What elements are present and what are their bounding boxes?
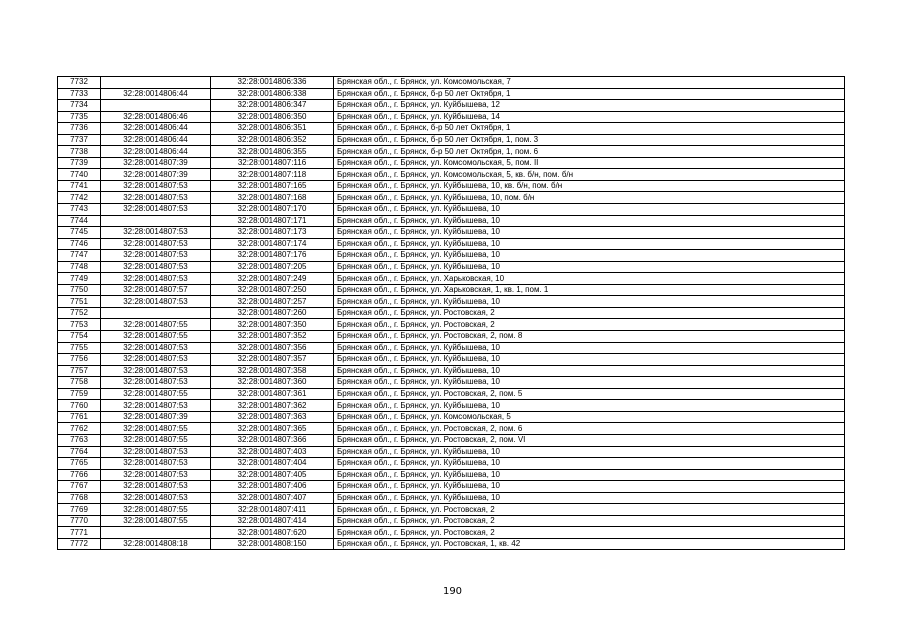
parent-cadastral-number-cell: 32:28:0014807:53 [101, 204, 211, 216]
table-row [58, 204, 845, 216]
cadastral-number-cell: 32:28:0014807:620 [211, 527, 334, 539]
parent-cadastral-number-cell: 32:28:0014807:53 [101, 192, 211, 204]
row-number-cell: 7760 [58, 400, 101, 412]
parent-cadastral-number-cell: 32:28:0014807:53 [101, 446, 211, 458]
row-number-cell: 7759 [58, 388, 101, 400]
table-row [58, 400, 845, 412]
cadastral-number-cell: 32:28:0014807:260 [211, 307, 334, 319]
parent-cadastral-number-cell: 32:28:0014807:53 [101, 273, 211, 285]
table-row [58, 342, 845, 354]
cadastral-number-cell: 32:28:0014807:358 [211, 365, 334, 377]
row-number-cell: 7732 [58, 77, 101, 89]
table-row [58, 307, 845, 319]
row-number-cell: 7753 [58, 319, 101, 331]
table-row [58, 296, 845, 308]
parent-cadastral-number-cell: 32:28:0014808:18 [101, 538, 211, 550]
parent-cadastral-number-cell: 32:28:0014806:44 [101, 88, 211, 100]
row-number-cell: 7754 [58, 331, 101, 343]
cadastral-number-cell: 32:28:0014806:350 [211, 111, 334, 123]
address-cell: Брянская обл., г. Брянск, б-р 50 лет Октября, 1 [334, 88, 845, 100]
parent-cadastral-number-cell: 32:28:0014806:46 [101, 111, 211, 123]
cadastral-number-cell: 32:28:0014807:414 [211, 515, 334, 527]
property-table [57, 76, 845, 550]
parent-cadastral-number-cell: 32:28:0014807:53 [101, 492, 211, 504]
table-row [58, 354, 845, 366]
parent-cadastral-number-cell [101, 77, 211, 89]
row-number-cell: 7765 [58, 458, 101, 470]
address-cell: Брянская обл., г. Брянск, б-р 50 лет Октября, 1, пом. 3 [334, 134, 845, 146]
row-number-cell: 7763 [58, 434, 101, 446]
table-row [58, 481, 845, 493]
address-cell: Брянская обл., г. Брянск, ул. Харьковская, 1, кв. 1, пом. 1 [334, 284, 845, 296]
cadastral-number-cell: 32:28:0014808:150 [211, 538, 334, 550]
row-number-cell: 7749 [58, 273, 101, 285]
table-row [58, 423, 845, 435]
address-cell: Брянская обл., г. Брянск, ул. Ростовская, 1, кв. 42 [334, 538, 845, 550]
row-number-cell: 7744 [58, 215, 101, 227]
cadastral-number-cell: 32:28:0014807:174 [211, 238, 334, 250]
cadastral-number-cell: 32:28:0014807:357 [211, 354, 334, 366]
address-cell: Брянская обл., г. Брянск, ул. Куйбышева, 10 [334, 250, 845, 262]
row-number-cell: 7735 [58, 111, 101, 123]
cadastral-number-cell: 32:28:0014807:366 [211, 434, 334, 446]
table-row [58, 250, 845, 262]
row-number-cell: 7740 [58, 169, 101, 181]
row-number-cell: 7756 [58, 354, 101, 366]
parent-cadastral-number-cell: 32:28:0014807:55 [101, 504, 211, 516]
parent-cadastral-number-cell: 32:28:0014807:53 [101, 458, 211, 470]
row-number-cell: 7737 [58, 134, 101, 146]
cadastral-number-cell: 32:28:0014807:405 [211, 469, 334, 481]
parent-cadastral-number-cell: 32:28:0014807:55 [101, 515, 211, 527]
address-cell: Брянская обл., г. Брянск, б-р 50 лет Октября, 1, пом. 6 [334, 146, 845, 158]
table-row [58, 446, 845, 458]
row-number-cell: 7751 [58, 296, 101, 308]
cadastral-number-cell: 32:28:0014807:250 [211, 284, 334, 296]
address-cell: Брянская обл., г. Брянск, ул. Куйбышева, 12 [334, 100, 845, 112]
row-number-cell: 7758 [58, 377, 101, 389]
row-number-cell: 7769 [58, 504, 101, 516]
row-number-cell: 7739 [58, 157, 101, 169]
cadastral-number-cell: 32:28:0014807:411 [211, 504, 334, 516]
address-cell: Брянская обл., г. Брянск, ул. Куйбышева, 10, кв. б/н, пом. б/н [334, 180, 845, 192]
parent-cadastral-number-cell: 32:28:0014807:53 [101, 180, 211, 192]
cadastral-number-cell: 32:28:0014807:116 [211, 157, 334, 169]
address-cell: Брянская обл., г. Брянск, ул. Куйбышева, 10 [334, 400, 845, 412]
address-cell: Брянская обл., г. Брянск, ул. Куйбышева, 10 [334, 261, 845, 273]
table-row [58, 227, 845, 239]
address-cell: Брянская обл., г. Брянск, ул. Куйбышева, 10 [334, 204, 845, 216]
parent-cadastral-number-cell: 32:28:0014807:53 [101, 365, 211, 377]
row-number-cell: 7755 [58, 342, 101, 354]
address-cell: Брянская обл., г. Брянск, ул. Куйбышева, 10 [334, 458, 845, 470]
address-cell: Брянская обл., г. Брянск, ул. Куйбышева, 10 [334, 215, 845, 227]
parent-cadastral-number-cell [101, 100, 211, 112]
parent-cadastral-number-cell: 32:28:0014807:55 [101, 319, 211, 331]
row-number-cell: 7766 [58, 469, 101, 481]
parent-cadastral-number-cell: 32:28:0014807:55 [101, 423, 211, 435]
row-number-cell: 7748 [58, 261, 101, 273]
row-number-cell: 7752 [58, 307, 101, 319]
parent-cadastral-number-cell [101, 215, 211, 227]
row-number-cell: 7770 [58, 515, 101, 527]
cadastral-number-cell: 32:28:0014807:350 [211, 319, 334, 331]
address-cell: Брянская обл., г. Брянск, ул. Ростовская, 2, пом. 6 [334, 423, 845, 435]
table-row [58, 527, 845, 539]
address-cell: Брянская обл., г. Брянск, ул. Куйбышева, 10 [334, 296, 845, 308]
row-number-cell: 7768 [58, 492, 101, 504]
table-row [58, 134, 845, 146]
parent-cadastral-number-cell: 32:28:0014806:44 [101, 146, 211, 158]
address-cell: Брянская обл., г. Брянск, ул. Куйбышева, 10 [334, 365, 845, 377]
parent-cadastral-number-cell: 32:28:0014807:53 [101, 238, 211, 250]
page-number: 190 [442, 586, 463, 597]
cadastral-number-cell: 32:28:0014807:406 [211, 481, 334, 493]
address-cell: Брянская обл., г. Брянск, ул. Куйбышева, 10 [334, 227, 845, 239]
parent-cadastral-number-cell: 32:28:0014807:53 [101, 227, 211, 239]
address-cell: Брянская обл., г. Брянск, ул. Куйбышева, 10 [334, 446, 845, 458]
table-row [58, 273, 845, 285]
table-row [58, 319, 845, 331]
row-number-cell: 7764 [58, 446, 101, 458]
row-number-cell: 7738 [58, 146, 101, 158]
row-number-cell: 7746 [58, 238, 101, 250]
address-cell: Брянская обл., г. Брянск, б-р 50 лет Октября, 1 [334, 123, 845, 135]
row-number-cell: 7742 [58, 192, 101, 204]
parent-cadastral-number-cell: 32:28:0014807:53 [101, 400, 211, 412]
row-number-cell: 7761 [58, 411, 101, 423]
property-table-body [58, 77, 845, 550]
parent-cadastral-number-cell: 32:28:0014807:53 [101, 261, 211, 273]
address-cell: Брянская обл., г. Брянск, ул. Куйбышева, 10 [334, 342, 845, 354]
table-row [58, 238, 845, 250]
cadastral-number-cell: 32:28:0014807:352 [211, 331, 334, 343]
cadastral-number-cell: 32:28:0014807:403 [211, 446, 334, 458]
parent-cadastral-number-cell: 32:28:0014807:53 [101, 342, 211, 354]
table-row [58, 169, 845, 181]
row-number-cell: 7771 [58, 527, 101, 539]
cadastral-number-cell: 32:28:0014807:165 [211, 180, 334, 192]
table-row [58, 538, 845, 550]
address-cell: Брянская обл., г. Брянск, ул. Ростовская, 2 [334, 319, 845, 331]
cadastral-number-cell: 32:28:0014806:355 [211, 146, 334, 158]
row-number-cell: 7750 [58, 284, 101, 296]
parent-cadastral-number-cell: 32:28:0014807:53 [101, 377, 211, 389]
cadastral-number-cell: 32:28:0014807:170 [211, 204, 334, 216]
row-number-cell: 7772 [58, 538, 101, 550]
address-cell: Брянская обл., г. Брянск, ул. Харьковская, 10 [334, 273, 845, 285]
parent-cadastral-number-cell: 32:28:0014806:44 [101, 123, 211, 135]
cadastral-number-cell: 32:28:0014807:407 [211, 492, 334, 504]
row-number-cell: 7736 [58, 123, 101, 135]
address-cell: Брянская обл., г. Брянск, ул. Ростовская, 2 [334, 504, 845, 516]
address-cell: Брянская обл., г. Брянск, ул. Ростовская, 2, пом. VI [334, 434, 845, 446]
cadastral-number-cell: 32:28:0014807:205 [211, 261, 334, 273]
table-row [58, 365, 845, 377]
row-number-cell: 7747 [58, 250, 101, 262]
address-cell: Брянская обл., г. Брянск, ул. Ростовская, 2 [334, 527, 845, 539]
cadastral-number-cell: 32:28:0014806:352 [211, 134, 334, 146]
address-cell: Брянская обл., г. Брянск, ул. Ростовская, 2, пом. 5 [334, 388, 845, 400]
parent-cadastral-number-cell: 32:28:0014807:53 [101, 250, 211, 262]
table-row [58, 111, 845, 123]
row-number-cell: 7741 [58, 180, 101, 192]
row-number-cell: 7762 [58, 423, 101, 435]
address-cell: Брянская обл., г. Брянск, ул. Куйбышева, 14 [334, 111, 845, 123]
cadastral-number-cell: 32:28:0014807:257 [211, 296, 334, 308]
table-row [58, 492, 845, 504]
cadastral-number-cell: 32:28:0014807:168 [211, 192, 334, 204]
table-row [58, 411, 845, 423]
cadastral-number-cell: 32:28:0014806:338 [211, 88, 334, 100]
parent-cadastral-number-cell: 32:28:0014807:53 [101, 469, 211, 481]
cadastral-number-cell: 32:28:0014807:173 [211, 227, 334, 239]
cadastral-number-cell: 32:28:0014807:404 [211, 458, 334, 470]
address-cell: Брянская обл., г. Брянск, ул. Ростовская, 2, пом. 8 [334, 331, 845, 343]
address-cell: Брянская обл., г. Брянск, ул. Куйбышева, 10, пом. б/н [334, 192, 845, 204]
cadastral-number-cell: 32:28:0014807:249 [211, 273, 334, 285]
parent-cadastral-number-cell: 32:28:0014807:39 [101, 157, 211, 169]
address-cell: Брянская обл., г. Брянск, ул. Куйбышева, 10 [334, 469, 845, 481]
parent-cadastral-number-cell: 32:28:0014807:55 [101, 434, 211, 446]
table-row [58, 458, 845, 470]
table-row [58, 469, 845, 481]
cadastral-number-cell: 32:28:0014807:360 [211, 377, 334, 389]
cadastral-number-cell: 32:28:0014807:118 [211, 169, 334, 181]
address-cell: Брянская обл., г. Брянск, ул. Куйбышева, 10 [334, 492, 845, 504]
table-row [58, 331, 845, 343]
parent-cadastral-number-cell: 32:28:0014807:57 [101, 284, 211, 296]
table-row [58, 261, 845, 273]
parent-cadastral-number-cell: 32:28:0014807:55 [101, 331, 211, 343]
address-cell: Брянская обл., г. Брянск, ул. Комсомольская, 5 [334, 411, 845, 423]
parent-cadastral-number-cell: 32:28:0014807:55 [101, 388, 211, 400]
table-row [58, 77, 845, 89]
parent-cadastral-number-cell [101, 527, 211, 539]
row-number-cell: 7733 [58, 88, 101, 100]
table-row [58, 434, 845, 446]
address-cell: Брянская обл., г. Брянск, ул. Куйбышева, 10 [334, 354, 845, 366]
table-row [58, 215, 845, 227]
row-number-cell: 7767 [58, 481, 101, 493]
cadastral-number-cell: 32:28:0014807:362 [211, 400, 334, 412]
parent-cadastral-number-cell: 32:28:0014807:53 [101, 296, 211, 308]
row-number-cell: 7757 [58, 365, 101, 377]
table-row [58, 123, 845, 135]
cadastral-number-cell: 32:28:0014806:351 [211, 123, 334, 135]
address-cell: Брянская обл., г. Брянск, ул. Куйбышева, 10 [334, 481, 845, 493]
address-cell: Брянская обл., г. Брянск, ул. Комсомольская, 7 [334, 77, 845, 89]
table-row [58, 377, 845, 389]
table-row [58, 157, 845, 169]
parent-cadastral-number-cell: 32:28:0014807:53 [101, 354, 211, 366]
address-cell: Брянская обл., г. Брянск, ул. Комсомольская, 5, пом. II [334, 157, 845, 169]
cadastral-number-cell: 32:28:0014807:171 [211, 215, 334, 227]
address-cell: Брянская обл., г. Брянск, ул. Ростовская, 2 [334, 307, 845, 319]
address-cell: Брянская обл., г. Брянск, ул. Ростовская, 2 [334, 515, 845, 527]
cadastral-number-cell: 32:28:0014807:363 [211, 411, 334, 423]
row-number-cell: 7745 [58, 227, 101, 239]
row-number-cell: 7743 [58, 204, 101, 216]
table-row [58, 180, 845, 192]
table-row [58, 515, 845, 527]
cadastral-number-cell: 32:28:0014806:336 [211, 77, 334, 89]
table-row [58, 192, 845, 204]
address-cell: Брянская обл., г. Брянск, ул. Комсомольская, 5, кв. б/н, пом. б/н [334, 169, 845, 181]
table-row [58, 88, 845, 100]
parent-cadastral-number-cell: 32:28:0014807:39 [101, 169, 211, 181]
address-cell: Брянская обл., г. Брянск, ул. Куйбышева, 10 [334, 238, 845, 250]
cadastral-number-cell: 32:28:0014807:356 [211, 342, 334, 354]
table-row [58, 388, 845, 400]
row-number-cell: 7734 [58, 100, 101, 112]
cadastral-number-cell: 32:28:0014807:365 [211, 423, 334, 435]
parent-cadastral-number-cell [101, 307, 211, 319]
cadastral-number-cell: 32:28:0014806:347 [211, 100, 334, 112]
table-row [58, 504, 845, 516]
table-row [58, 100, 845, 112]
address-cell: Брянская обл., г. Брянск, ул. Куйбышева, 10 [334, 377, 845, 389]
parent-cadastral-number-cell: 32:28:0014806:44 [101, 134, 211, 146]
parent-cadastral-number-cell: 32:28:0014807:39 [101, 411, 211, 423]
cadastral-number-cell: 32:28:0014807:361 [211, 388, 334, 400]
table-row [58, 146, 845, 158]
cadastral-number-cell: 32:28:0014807:176 [211, 250, 334, 262]
parent-cadastral-number-cell: 32:28:0014807:53 [101, 481, 211, 493]
table-row [58, 284, 845, 296]
